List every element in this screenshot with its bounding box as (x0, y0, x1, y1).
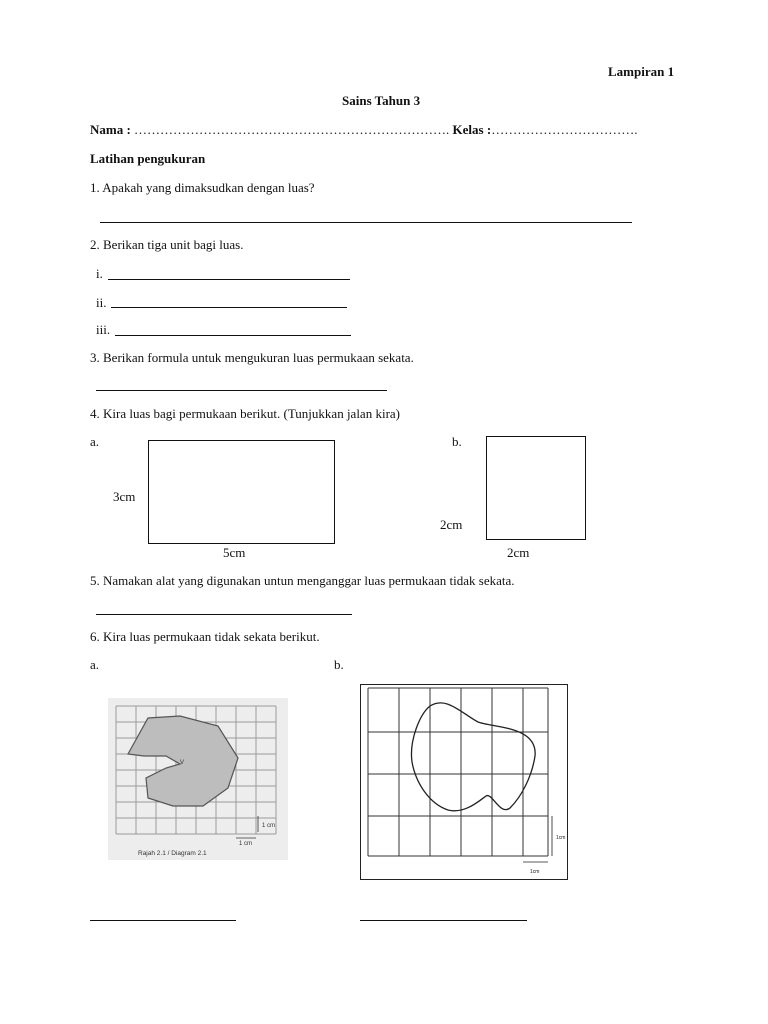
question-4: 4. Kira luas bagi permukaan berikut. (Tunjukkan jalan kira) (90, 406, 400, 421)
q4a-label: a. (90, 434, 100, 449)
q2-item-ii: ii. (96, 295, 107, 310)
grid-diagram-b (360, 684, 568, 880)
answer-line-5 (96, 614, 352, 615)
class-label: Kelas : (452, 122, 492, 137)
q4b-label: b. (452, 434, 462, 449)
answer-line-6b (360, 920, 527, 921)
q2-item-iii: iii. (96, 322, 111, 337)
question-6: 6. Kira luas permukaan tidak sekata berikut. (90, 629, 320, 644)
class-blank: ……………………………. (491, 122, 638, 137)
grid-diagram-a (108, 698, 288, 860)
answer-line-6a (90, 920, 236, 921)
rect-height-label: 3cm (113, 489, 136, 504)
answer-line-3 (96, 390, 387, 391)
name-label: Nama : (90, 122, 131, 137)
answer-line-2i (108, 279, 350, 280)
unit-label-vertical-b: 1cm (556, 835, 566, 841)
name-blank: ………………………………………………………………. (134, 122, 450, 137)
q6b-label: b. (334, 657, 344, 672)
q2-item-i: i. (96, 266, 103, 281)
appendix-label: Lampiran 1 (608, 64, 675, 79)
student-info-row (90, 122, 637, 138)
question-2: 2. Berikan tiga unit bagi luas. (90, 237, 244, 252)
svg-text:V: V (180, 760, 185, 766)
question-1: 1. Apakah yang dimaksudkan dengan luas? (90, 180, 315, 195)
unit-label-horizontal-b: 1cm (530, 869, 540, 875)
q6a-label: a. (90, 657, 100, 672)
rectangle-3x5 (148, 440, 335, 544)
answer-line-2iii (115, 335, 351, 336)
square-2x2 (486, 436, 586, 540)
section-title: Latihan pengukuran (90, 151, 206, 166)
page-title: Sains Tahun 3 (342, 93, 421, 108)
diagram-caption: Rajah 2.1 / Diagram 2.1 (138, 850, 207, 857)
question-5: 5. Namakan alat yang digunakan untun menganggar luas permukaan tidak sekata. (90, 573, 515, 588)
unit-label-horizontal-a: 1 cm (239, 841, 253, 847)
unit-label-vertical-a: 1 cm (262, 823, 276, 829)
answer-line-1 (100, 222, 632, 223)
rect-width-label: 5cm (223, 545, 246, 560)
square-width-label: 2cm (507, 545, 530, 560)
question-3: 3. Berikan formula untuk mengukuran luas permukaan sekata. (90, 350, 414, 365)
square-height-label: 2cm (440, 517, 463, 532)
answer-line-2ii (111, 307, 347, 308)
